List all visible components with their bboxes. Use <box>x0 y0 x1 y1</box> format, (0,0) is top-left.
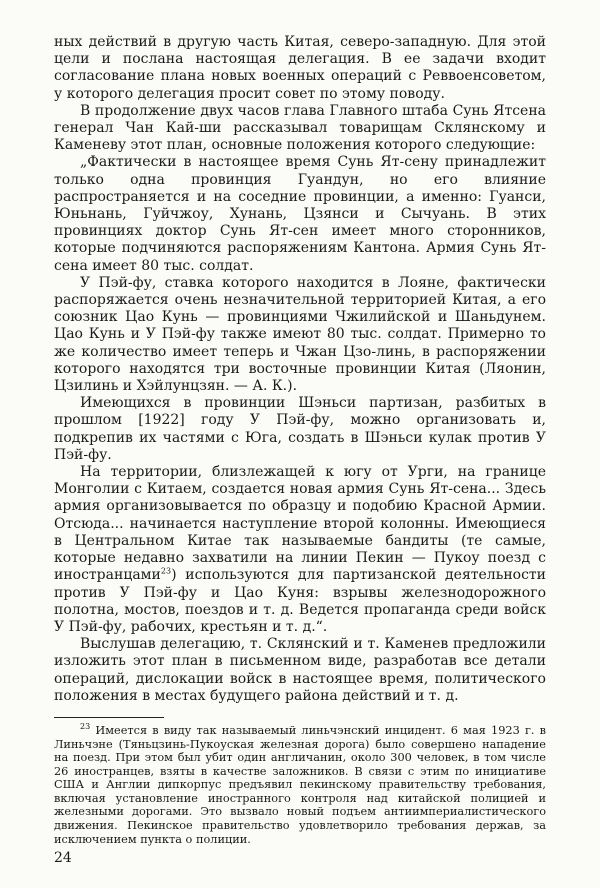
paragraph: В продолжение двух часов глава Главного штаба Сунь Ятсена генерал Чан Кай-ши рассказывал товарищам Склянскому и Каменеву этот план, основные положения которого следующие: <box>54 102 546 154</box>
paragraph: „Фактически в настоящее время Сунь Ят-сену принадлежит только одна провинция Гуандун, но его влияние распространяется и на соседние провинции, а именно: Гуанси, Юньнань, Гуйчжоу, Хунань, Цзянси и Сычуань. В этих провинциях доктор Сунь Ят-сен имеет много сторонников, которые подчиняются распоряжениям Кантона. Армия Сунь Ят-сена имеет 80 тыс. солдат. <box>54 154 546 274</box>
paragraph-text: На территории, близлежащей к югу от Урги, на границе Монголии с Китаем, создается новая армия Сунь Ят-сена... Здесь армия организовывается по образцу и подобию Красной Армии. Отсюда... начинается наступление второй колонны. Имеющиеся в Центральном Китае так называемые бандиты (те самые, которые недавно захватили на линии Пекин — Пукоу поезд с иностранцами <box>54 464 546 584</box>
paragraph: Имеющихся в провинции Шэньси партизан, разбитых в прошлом [1922] году У Пэй-фу, можно организовать и, подкрепив их частями с Юга, создать в Шэньси кулак против У Пэй-фу. <box>54 395 546 463</box>
main-text <box>54 34 546 705</box>
footnote <box>54 724 546 846</box>
footnote-text: Имеется в виду так называемый линьчэнский инцидент. 6 мая 1923 г. в Линьчэне (Тяньцзинь-Пукоуская железная дорога) было совершено нападение на поезд. При этом был убит один англичанин, около 300 человек, в том числе 26 иностранцев, взяты в качестве заложников. В связи с этим по инициативе США и Англии дипкорпус предъявил пекинскому правительству требования, включая установление иностранного контроля над китайской полицией и железными дорогами. Это вызвало новый подъем антиимпериалистического движения. Пекинское правительство удовлетворило требования держав, за исключением пункта о полиции. <box>54 723 546 846</box>
paragraph <box>54 464 546 636</box>
paragraph: У Пэй-фу, ставка которого находится в Лояне, фактически распоряжается очень незначительной территорией Китая, а его союзник Цао Кунь — провинциями Чжилийской и Шаньдунем. Цао Кунь и У Пэй-фу также имеют 80 тыс. солдат. Примерно то же количество имеет теперь и Чжан Цзо-линь, в распоряжении которого находятся три восточные провинции Китая (Ляонин, Цзилинь и Хэйлунцзян. — А. К.). <box>54 274 546 395</box>
paragraph-text-continued: ) используются для партизанской деятельности против У Пэй-фу и Цао Куня: взрывы железнодорожного полотна, мостов, поездов и т. д. Ведется пропаганда среди войск У Пэй-фу, рабочих, крестьян и т. д.“. <box>54 567 546 635</box>
paragraph: ных действий в другую часть Китая, северо-западную. Для этой цели и послана настоящая делегация. В ее задачи входит согласование плана новых военных операций с Реввоенсоветом, у которого делегация просит совет по этому поводу. <box>54 34 546 102</box>
footnote-ref: 23 <box>160 566 172 576</box>
footnote-divider <box>54 717 164 718</box>
page-number: 24 <box>54 850 72 866</box>
paragraph: Выслушав делегацию, т. Склянский и т. Каменев предложили изложить этот план в письменном виде, разработав все детали операций, дислокации войск в настоящее время, политического положения в местах будущего района действий и т. д. <box>54 636 546 704</box>
footnote-marker: 23 <box>80 722 91 732</box>
